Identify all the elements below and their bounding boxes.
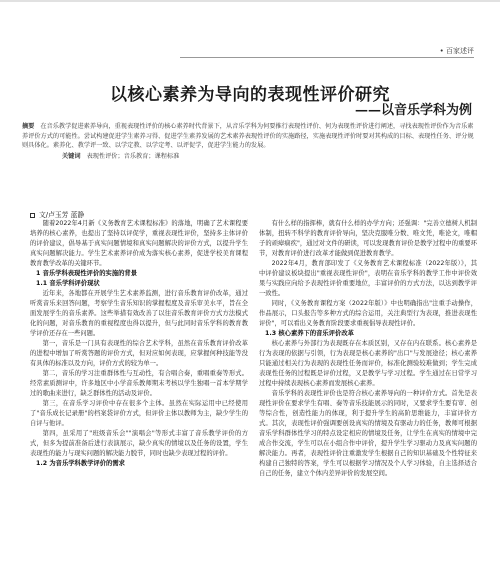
body-paragraph: 随着2022年4月新《义务教育艺术课程标准》的落地，明确了艺术课程要培养的核心素养，也提出了坚持以评促学，重视表现性评价，坚持多主体评价的评价建议，倡导基于真实问题情境和真实问题解决的评价方式，以提升学生真实问题解决能力。学生艺术素养评价成为落实核心素养，促进学校美育课程教育教学改革的关键环节。 bbox=[30, 220, 248, 267]
author-line bbox=[30, 209, 84, 219]
right-column bbox=[259, 219, 477, 479]
article-subtitle: ——以音乐学科为例 bbox=[354, 103, 472, 118]
section-heading: 1.2 为音乐学科教学评价的需求 bbox=[36, 460, 125, 467]
section-heading: 1.3 核心素养下的音乐评价改革 bbox=[265, 330, 354, 337]
author-names: 文/卢玉芳 蓝静 bbox=[39, 211, 85, 219]
keywords bbox=[62, 151, 474, 160]
body-paragraph: 近年来，各地都在开展学生艺术素养监测，进行音乐教育评价改革，通过听赏音乐来回答问题，考察学生音乐知识的掌握程度及音乐审美水平，旨在全面发展学生的音乐素养。这些举措有效改善了以往音乐教育评价方式方法模式化的问题，对音乐教育的重视程度也得以提升，但与此同时音乐学科的教育教学评价还存在一些问题。 bbox=[30, 290, 248, 337]
body-paragraph: 第四，虽采用了"班级音乐会""演唱会"等形式丰富了音乐教学评价的方式，但多为提前准备后进行表演展示，缺少真实的情境以及任务的设置，学生表现性的能力与现实问题的解决能力脱节，同时也缺少表现过程的评价。 bbox=[30, 430, 248, 457]
section-tag bbox=[440, 46, 474, 56]
section-heading: 1 音乐学科表现性评价的实施的背景 bbox=[36, 270, 138, 277]
body-paragraph: 有什么样的指挥棒，就有什么样的办学方向；还强调："完善立德树人机制体制，扭转不科学的教育评价导向，坚决克服唯分数、唯文凭，唯论文，唯帽子的顽瘴痼疾"，通过对文件的研读，可以发现教育评价是教学过程中的重要环节，对教育评价进行改革才能做到促进教育教学。 bbox=[259, 220, 477, 257]
body-paragraph: 核心素养与外部行为表现既存在本质区别，又存在内在联系。核心素养是行为表现的依据与引领，行为表现是核心素养的"出口"与发展途径；核心素养只能通过相关行为表现的表现性任务而评价，标准化测验较难做到；学生完成表现性任务的过程既是评价过程，又是教学与学习过程。学生通过在日常学习过程中持续表现核心素养而发展核心素养。 bbox=[259, 340, 477, 387]
square-bullet-icon bbox=[30, 213, 35, 218]
body-paragraph: 第一，音乐是一门具有表现性的综合艺术学科，虽然在音乐教育评价改革的进程中增加了听赏答题的评价方式，但对应如何表现，应掌握何种技能等没有具体的标准以及方向，评价方式的较为单一。 bbox=[30, 340, 248, 367]
abstract-label: 摘要 bbox=[22, 123, 35, 130]
section-heading: 1.1 音乐学科评价现状 bbox=[36, 280, 100, 287]
header-rule bbox=[0, 0, 500, 8]
abstract-text: 在音乐教学促进素养导向，重视表现性评价的核心素养时代背景下，从音乐学科为何要推行表现性评价、何为表现性评价进行阐述，寻找表现性评价作为音乐素养评价方式的可能性。尝试构建促进学生素养习得、促进学生素养发展的艺术素养表现性评价的实施路径，实施表现性评价时要对其构成的目标、表现性任务、评分规则具体化。素养化、教学评一致、以学定教、以学定考、以评促学，促进学生能力的发展。 bbox=[22, 123, 474, 150]
body-paragraph: 第二，音乐的学习注重群体性与互动性，有合唱合奏，重唱重奏等形式。经常素质测评中，许多地区中小学音乐教师期末考核以学生独唱一首本学期学过的歌曲来进行，缺乏群体性的活动及评价。 bbox=[30, 370, 248, 397]
section-tag-label: • 百家述评 bbox=[439, 47, 474, 55]
left-column bbox=[30, 219, 248, 469]
body-paragraph: 第三，在音乐学习评价中存在很多个主体。虽然在实际运用中已经使用了"音乐成长记录册"的档案袋评价方式，但评价主体以教师为主，缺少学生的自评与他评。 bbox=[30, 400, 248, 427]
keywords-label: 关键词 bbox=[62, 153, 81, 160]
article-title: 以核心素养为导向的表现性评价研究 bbox=[110, 85, 390, 105]
abstract bbox=[22, 122, 474, 151]
section-divider bbox=[180, 57, 474, 58]
body-paragraph: 2022年4月，教育部印发了《义务教育艺术课程标准（2022年版）》，其中评价建议板块提出"重视表现性评价"，表明在音乐学科的教学工作中评价效果与实践应向给予表现性评价重要地位，丰富评价的方式方法，以达到教学评一致性。 bbox=[259, 260, 477, 297]
keywords-text: 表现性评价；音乐教育；课程标准 bbox=[86, 153, 180, 160]
body-paragraph: 音乐学科的表现性评价也是符合核心素养导向的一种评价方式。首先是表现性评价在要求学生有唱、奏等音乐技能展示的同时，又要求学生要有审、创等综合性，创造性能力的体现，利于提升学生的高阶思维能力，丰富评价方式。其次，表现性评价强调要创设真实的情境及有驱动力的任务，教师可根据音乐学科群体性学习的特点设定相应的情境及任务，让学生在真实的情境中完成合作交流，学生可以在小组合作中评价，提升学生学习驱动力及真实问题的解决能力。再者，表现性评价注重激发学生根据自己的知识基础及个性特征来构建自己独特的答案，学生可以根据学习情况及个人学习体验，自主选择适合自己的任务，建立个体内差异评价的发展空间。 bbox=[259, 390, 477, 477]
body-paragraph: 同时，《义务教育课程方案（2022年版）》中也明确指出"注重手动操作，作品展示，口头报告等多种方式的综合运用，关注典型行为表现，推进表现性评价"，可以看出义务教育阶段要求重视倡导表现性评价。 bbox=[259, 300, 477, 327]
